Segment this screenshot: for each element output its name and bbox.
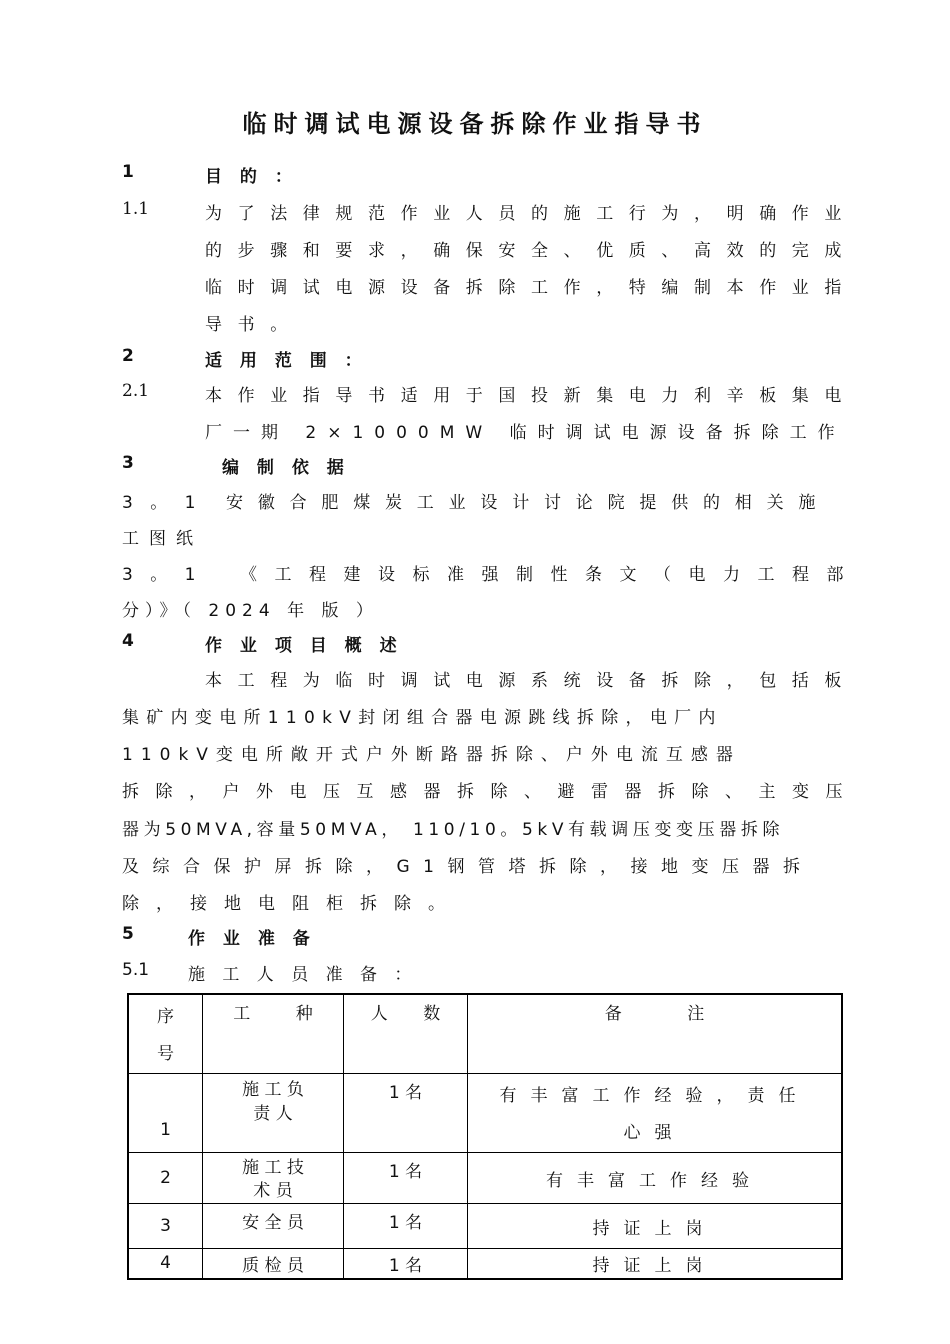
section-4-para-line-6: 及综合保护屏拆除，G1钢管塔拆除，接地变压器拆 xyxy=(122,857,814,877)
table-cell-count: 1 名 xyxy=(344,1074,468,1153)
section-3-2-line-1: 《工程建设标准强制性条文（电力工程部 xyxy=(240,565,861,585)
section-4-para-line-7: 除，接地电阻柜拆除。 xyxy=(122,894,462,914)
section-4-para-line-3: 110kV变电所敞开式户外断路器拆除、户外电流互感器 xyxy=(122,745,741,765)
document-title: 临时调试电源设备拆除作业指导书 xyxy=(242,110,708,138)
section-3-1-number: 3 。 1 xyxy=(122,493,202,513)
section-5-number: 5 xyxy=(122,924,134,944)
section-4-para-line-1: 本工程为临时调试电源系统设备拆除，包括板 xyxy=(205,671,857,691)
section-5-1-heading: 施 工 人 员 准 备 ： xyxy=(188,965,418,985)
section-3-2-number: 3 。 1 xyxy=(122,565,202,585)
table-cell-seq: 2 xyxy=(128,1153,203,1204)
section-2-1-number: 2.1 xyxy=(122,381,150,401)
personnel-table xyxy=(127,993,843,1280)
section-4-para-line-5: 器为50MVA,容量50MVA， 110/10。5kV有载调压变变压器拆除 xyxy=(122,820,785,840)
section-3-heading: 编 制 依 据 xyxy=(222,458,350,478)
table-header-seq: 序 号 xyxy=(128,994,203,1074)
table-row xyxy=(128,1074,842,1153)
section-5-1-number: 5.1 xyxy=(122,960,150,980)
table-row xyxy=(128,1249,842,1279)
table-cell-count: 1 名 xyxy=(344,1249,468,1279)
table-cell-seq: 4 xyxy=(128,1249,203,1279)
table-cell-note: 有丰富工作经验，责任 心强 xyxy=(468,1074,843,1153)
table-header-row xyxy=(128,994,842,1074)
table-cell-job: 质 检 员 xyxy=(203,1249,344,1279)
section-2-number: 2 xyxy=(122,346,134,366)
table-cell-job: 安 全 员 xyxy=(203,1204,344,1249)
section-5-heading: 作 业 准 备 xyxy=(188,929,316,949)
section-2-heading: 适 用 范 围 ： xyxy=(205,351,368,371)
section-3-2-line-2: 分）》（ 2024 年 版 ） xyxy=(122,601,379,621)
section-1-1-line-4: 导书。 xyxy=(205,315,303,335)
table-row xyxy=(128,1153,842,1204)
table-cell-seq: 1 xyxy=(128,1074,203,1153)
table-cell-job: 施 工 负 责 人 xyxy=(203,1074,344,1153)
table-cell-seq: 3 xyxy=(128,1204,203,1249)
section-4-para-line-4: 拆除，户外电压互感器拆除、避雷器拆除、主变压 xyxy=(122,782,859,802)
table-cell-job: 施 工 技 术 员 xyxy=(203,1153,344,1204)
section-4-heading: 作 业 项 目 概 述 xyxy=(205,636,403,656)
table-cell-note: 有丰富工作经验 xyxy=(468,1153,843,1204)
section-2-1-line-2: 厂一期 2×1000MW 临时调试电源设备拆除工作 xyxy=(205,423,846,443)
table-cell-count: 1 名 xyxy=(344,1204,468,1249)
table-header-job: 工 种 xyxy=(203,994,344,1074)
section-1-heading: 目 的 ： xyxy=(205,167,298,187)
table-header-note: 备 注 xyxy=(468,994,843,1074)
table-cell-note: 持证上岗 xyxy=(468,1204,843,1249)
section-3-1-line-1: 安徽合肥煤炭工业设计讨论院提供的相关施 xyxy=(226,493,831,513)
section-2-1-line-1: 本作业指导书适用于国投新集电力利辛板集电 xyxy=(205,386,857,406)
table-cell-count: 1 名 xyxy=(344,1153,468,1204)
section-3-number: 3 xyxy=(122,453,134,473)
section-1-1-line-2: 的步骤和要求，确保安全、优质、高效的完成 xyxy=(205,241,857,261)
section-1-number: 1 xyxy=(122,162,134,182)
section-4-number: 4 xyxy=(122,631,134,651)
section-1-1-line-3: 临时调试电源设备拆除工作，特编制本作业指 xyxy=(205,278,857,298)
table-row xyxy=(128,1204,842,1249)
section-1-1-number: 1.1 xyxy=(122,199,150,219)
table-header-count: 人 数 xyxy=(344,994,468,1074)
section-3-1-line-2: 工图纸 xyxy=(122,529,203,549)
section-1-1-line-1: 为了法律规范作业人员的施工行为，明确作业 xyxy=(205,204,857,224)
table-cell-note: 持证上岗 xyxy=(468,1249,843,1279)
section-4-para-line-2: 集矿内变电所110kV封闭组合器电源跳线拆除，电厂内 xyxy=(122,708,723,728)
